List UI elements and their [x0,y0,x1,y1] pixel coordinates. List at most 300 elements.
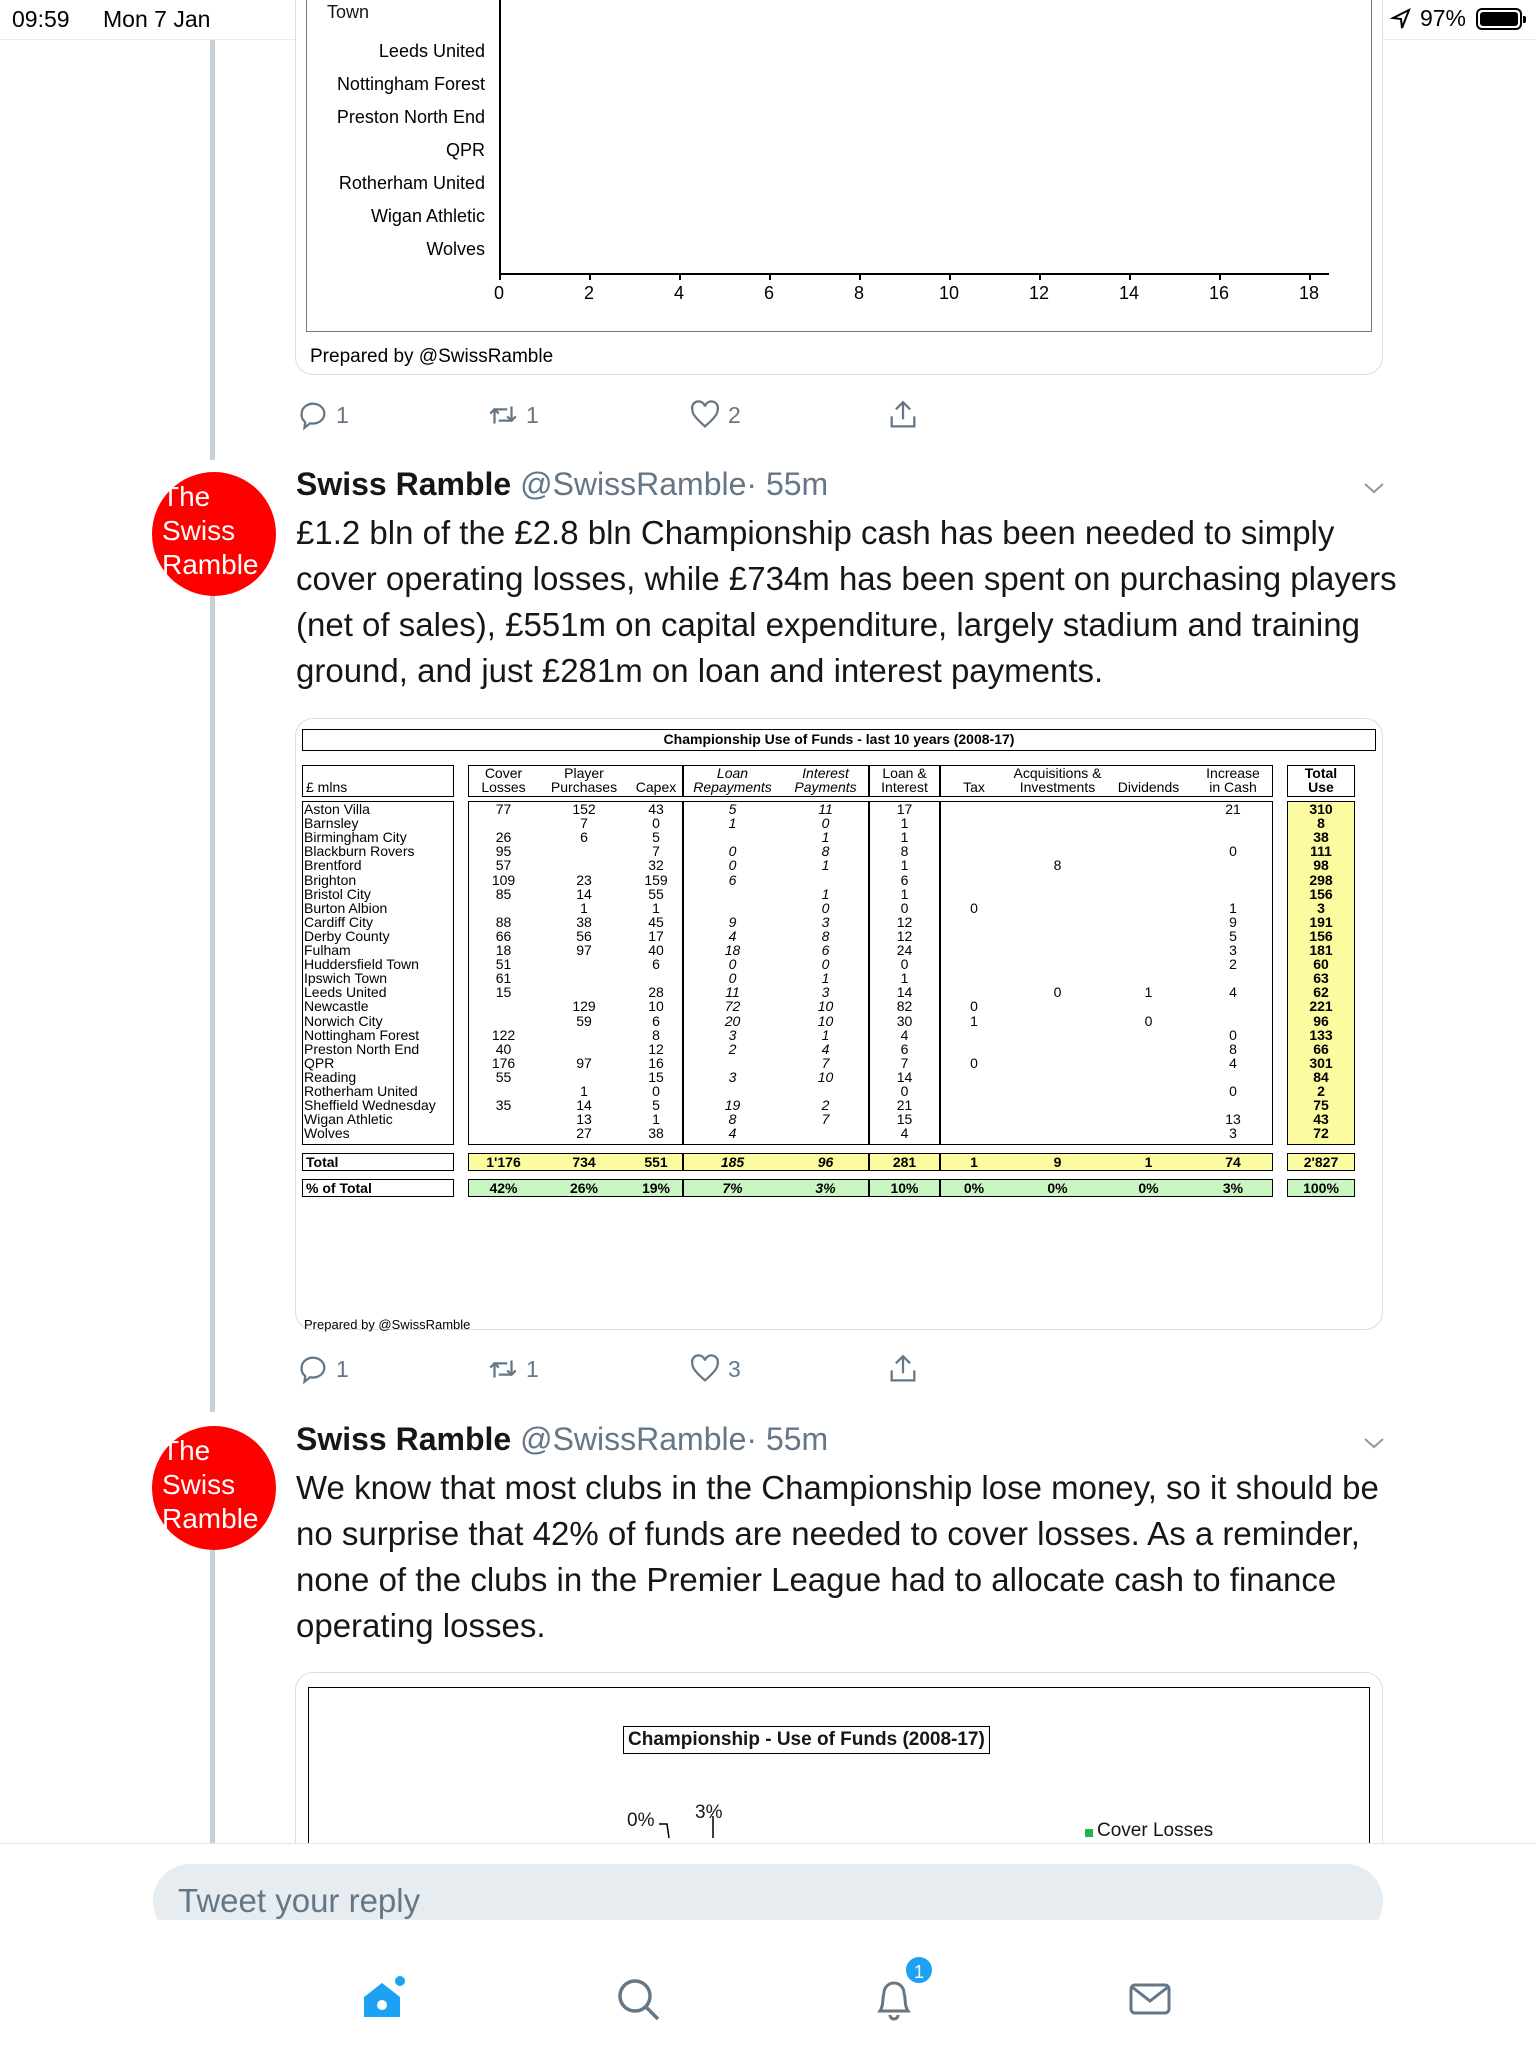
table-cell: 38 [576,913,592,930]
table-cell: 63 [1313,970,1329,987]
chart-tick-mark [859,274,861,280]
table-cell: 0 [1053,984,1062,1001]
table-cell: 0 [1229,1083,1237,1099]
table-header: in Cash [1209,779,1257,795]
table-cell: 0 [970,899,978,916]
retweet-icon [486,1352,520,1386]
table-cell: 1 [900,857,909,874]
pct-cell: 19% [641,1180,671,1196]
table-header: Acquisitions & [1013,765,1102,781]
table-cell: 19 [724,1097,741,1114]
table-cell: 181 [1309,942,1333,958]
table-cell: 85 [495,885,512,902]
total-cell: 9 [1053,1154,1062,1170]
notification-badge: 1 [904,1955,934,1985]
pct-cell: 0% [1138,1180,1159,1196]
chevron-down-icon[interactable] [1362,1431,1386,1455]
club-name: Cardiff City [304,913,373,930]
media-card-pie-chart[interactable] [295,1672,1383,1872]
table-cell: 5 [652,829,660,846]
legend-label: Cover Losses [1097,1820,1214,1841]
table-cell: 1 [821,829,830,846]
reply-button[interactable] [296,398,349,432]
table-cell: 10 [817,1012,834,1029]
table-cell: 14 [896,984,913,1001]
table-header: Interest [881,779,928,795]
table-cell: 0 [1144,1012,1153,1029]
table-cell: 18 [495,942,512,958]
chart-tick-label: 18 [1298,283,1320,303]
table-cell: 133 [1309,1026,1333,1043]
tweet-text: £1.2 bln of the £2.8 bln Championship cash has been needed to simply cover operating losses, while £734m has been spent on purchasing players (net of sales), £551m on capital expenditure, largely stadium and training ground, and just £281m on loan and interest payments. [296,514,1397,689]
avatar-text: The [162,1435,211,1466]
table-cell: 13 [576,1111,592,1128]
table-cell: 27 [576,1125,592,1142]
header-box [1287,765,1355,797]
table-cell: 6 [580,829,588,846]
pct-cell: 42% [489,1180,518,1196]
like-count: 3 [728,1355,741,1382]
club-name: Aston Villa [304,801,370,817]
thread-line [210,40,215,460]
table-header: Player [564,765,604,781]
club-name: Sheffield Wednesday [304,1097,436,1114]
chart-cut-label: Town [327,2,370,22]
chart-tick-label: 0 [493,283,504,303]
table-cell: 15 [495,984,512,1001]
table-header: Total [1304,765,1338,781]
table-header: Investments [1019,779,1096,795]
header-box [940,765,1273,797]
retweet-button[interactable] [486,398,539,432]
table-cell: 0 [728,843,737,860]
avatar-text: The [162,481,211,512]
battery-icon [1476,8,1522,30]
table-cell: 1 [580,1083,588,1099]
avatar-text: Ramble [162,1503,259,1534]
table-cell: 221 [1309,998,1333,1015]
table-cell: 2 [1317,1083,1325,1099]
table-cell: 6 [652,956,660,973]
table-cell: 40 [495,1040,512,1057]
table-cell: 13 [1225,1111,1241,1128]
header-box-club [302,765,454,797]
table-cell: 17 [896,801,913,817]
table-cell: 4 [900,1125,909,1142]
table-cell: 1 [1144,984,1153,1001]
table-cell: 96 [1313,1012,1329,1029]
table-cell: 72 [724,998,741,1015]
heart-icon [688,398,722,432]
table-cell: 8 [652,1026,660,1043]
table-header: Losses [481,779,526,795]
author-handle[interactable]: @SwissRamble [520,466,747,502]
table-cell: 14 [576,885,592,902]
chart-tick-mark [1039,274,1041,280]
table-cell: 5 [728,801,737,817]
chart-tick-mark [499,274,501,280]
table-cell: 3 [821,984,830,1001]
total-cell: 734 [572,1154,596,1170]
table-cell: 0 [652,815,660,832]
tab-bar [0,1920,1536,2048]
table-cell: 72 [1313,1125,1329,1142]
pct-cell: 7% [722,1180,743,1196]
table-cell: 6 [728,871,737,888]
chart-club-label: QPR [445,140,485,160]
chart-club-label: Preston North End [336,107,485,127]
tweet-text: We know that most clubs in the Championship lose money, so it should be no surprise that 42% of funds are needed to cover losses. As a reminder, none of the clubs in the Premier League had to allocate cash to finance operating losses. [296,1469,1379,1644]
table-header: Payments [794,779,857,795]
table-cell: 32 [648,857,664,874]
table-cell: 24 [896,942,913,958]
tab-search[interactable] [614,1975,662,2023]
table-cell: 10 [817,1068,834,1085]
avatar[interactable] [152,472,276,596]
table-cell: 95 [495,843,512,860]
table-cell: 176 [491,1054,516,1071]
share-icon [886,398,920,432]
table-cell: 88 [495,913,512,930]
table-cell: 0 [821,815,830,832]
club-name: Derby County [304,927,390,944]
table-cell: 111 [1310,843,1332,860]
table-cell: 82 [896,998,913,1015]
table-cell: 0 [728,956,737,973]
table-header: Capex [635,779,677,795]
author-name[interactable]: Swiss Ramble [296,466,512,502]
share-icon [886,1352,920,1386]
table-cell: 97 [576,942,592,958]
club-name: Barnsley [304,815,359,832]
table-cell: 11 [818,801,833,817]
table-credit: Prepared by @SwissRamble [304,1317,471,1332]
tweet-actions [296,1352,936,1392]
chart-tick-label: 16 [1208,283,1230,303]
table-cell: 1 [652,899,660,916]
chevron-down-icon[interactable] [1362,476,1386,500]
table-cell: 12 [896,913,913,930]
avatar-text: Swiss [162,1469,236,1500]
club-name: Preston North End [304,1040,420,1057]
chart-tick-label: 6 [763,283,774,303]
table-cell: 62 [1313,984,1329,1001]
table-cell: 191 [1309,913,1333,930]
chart-club-label: Leeds United [378,41,485,61]
table-header: Cover [484,765,523,781]
chart-tick-label: 2 [583,283,594,303]
table-cell: 9 [1229,913,1237,930]
table-cell: 51 [495,956,512,973]
battery-percent: 97% [1419,5,1466,31]
table-cell: 55 [648,885,664,902]
retweet-icon [486,398,520,432]
table-cell: 3 [728,1026,737,1043]
chart-tick-mark [679,274,681,280]
table-cell: 7 [580,815,588,832]
pct-cell: 0% [1047,1180,1068,1196]
table-cell: 3 [1229,1125,1237,1142]
total-cell: 2'827 [1303,1154,1339,1170]
table-cell: 14 [576,1097,592,1114]
table-cell: 0 [970,998,978,1015]
reply-bar [0,1843,1536,1923]
like-count: 2 [728,401,741,428]
pie-label: 0% [627,1810,655,1831]
table-cell: 0 [652,1083,660,1099]
author-name[interactable]: Swiss Ramble [296,1421,512,1457]
retweet-button[interactable] [486,1352,539,1386]
chart-y-axis [499,0,501,274]
tweet-actions [296,398,936,438]
pct-cell: 100% [1303,1180,1339,1196]
tab-home[interactable] [358,1975,406,2023]
table-cell: 1 [1229,899,1237,916]
pie-title: Championship - Use of Funds (2008-17) [623,1726,990,1754]
table-cell: 40 [648,942,664,958]
table-cell: 0 [728,970,737,987]
chart-club-label: Wigan Athletic [370,206,485,226]
header-box [869,765,940,797]
table-cell: 3 [728,1068,737,1085]
table-cell: 1 [652,1111,660,1128]
table-header: Increase [1206,765,1260,781]
table-cell: 6 [821,942,830,958]
reply-count: 1 [336,401,349,428]
reply-button[interactable] [296,1352,349,1386]
table-cell: 97 [576,1054,592,1071]
chart-club-label: Wolves [426,239,485,259]
table-cell: 1 [580,899,588,916]
club-name: Brentford [304,857,362,874]
table-cell: 156 [1309,885,1333,902]
table-cell: 1 [821,1026,830,1043]
chart-tick-label: 12 [1028,283,1050,303]
heart-icon [688,1352,722,1386]
share-button[interactable] [886,398,920,432]
retweet-count: 1 [526,1355,539,1382]
table-cell: 98 [1313,857,1329,874]
mail-icon [1126,1975,1174,2023]
total-cell: 281 [892,1154,917,1170]
total-label: Total [306,1154,339,1170]
table-cell: 1 [728,815,737,832]
table-cell: 21 [1225,801,1241,817]
table-cell: 5 [652,1097,660,1114]
table-cell: 156 [1309,927,1333,944]
chart-tick-mark [1309,274,1311,280]
table-cell: 60 [1313,956,1329,973]
table-header: Loan & [882,765,927,781]
table-cell: 66 [1313,1040,1329,1057]
table-cell: 1 [900,829,909,846]
table-cell: 0 [900,1083,909,1099]
location-arrow-icon [1392,9,1410,29]
club-name: Ipswich Town [304,970,388,987]
header-box [468,765,683,797]
chart-tick-label: 4 [673,283,684,303]
share-button[interactable] [886,1352,920,1386]
table-cell: 1 [900,970,909,987]
table-cell: 61 [495,970,512,987]
table-cell: 3 [1317,899,1325,916]
table-cell: 59 [576,1012,592,1029]
table-cell: 38 [1313,829,1329,846]
table-cell: 1 [900,815,909,832]
pct-cell: 0% [963,1180,985,1196]
table-cell: 7 [821,1054,830,1071]
table-cell: 7 [900,1054,909,1071]
table-cell: 3 [821,913,830,930]
table-cell: 7 [821,1111,830,1128]
table-cell: 2 [821,1097,830,1114]
media-card-bar-chart[interactable] [295,0,1383,375]
club-name: Reading [304,1068,357,1085]
table-cell: 0 [900,956,909,973]
club-name: Blackburn Rovers [304,843,415,860]
reply-icon [296,398,330,432]
like-button[interactable] [688,1352,741,1386]
header-box [683,765,869,797]
table-cell: 84 [1313,1068,1329,1085]
table-cell: 6 [652,1012,660,1029]
club-name: Huddersfield Town [304,956,419,973]
total-cell: 96 [817,1154,834,1170]
total-cell: 1'176 [486,1154,521,1170]
table-header: Interest [802,765,849,781]
table-cell: 12 [648,1040,664,1057]
legend-swatch [1085,1829,1093,1837]
table-cell: 8 [1317,815,1325,832]
total-cell: 185 [720,1154,745,1170]
table-cell: 38 [648,1125,664,1142]
tab-notifications[interactable] [870,1962,924,2023]
retweet-count: 1 [526,401,539,428]
table-header: £ mlns [306,779,348,795]
table-cell: 2 [728,1040,737,1057]
table-cell: 0 [1229,1026,1237,1043]
table-cell: 43 [648,801,664,817]
chart-tick-label: 8 [853,283,864,303]
table-cell: 0 [728,857,737,874]
table-cell: 298 [1309,871,1333,888]
table-cell: 57 [495,857,512,874]
club-name: Newcastle [304,998,369,1015]
club-name: Leeds United [304,984,387,1001]
table-header: Repayments [693,779,772,795]
table-cell: 8 [821,843,830,860]
media-card-table[interactable] [295,718,1383,1330]
table-cell: 77 [495,801,512,817]
table-cell: 7 [652,843,660,860]
table-cell: 43 [1313,1111,1329,1128]
pct-label: % of Total [306,1180,372,1196]
total-cell: 551 [644,1154,668,1170]
author-handle[interactable]: @SwissRamble [520,1421,747,1457]
table-title: Championship Use of Funds - last 10 years (2008-17) [302,729,1376,751]
table-cell: 21 [896,1097,913,1114]
club-name: Rotherham United [304,1083,418,1099]
table-cell: 16 [648,1054,664,1071]
table-cell: 9 [728,913,737,930]
table-cell: 0 [970,1054,978,1071]
table-cell: 3 [1229,942,1237,958]
home-icon [358,1975,406,2023]
table-cell: 1 [970,1012,978,1029]
chart-tick-mark [1129,274,1131,280]
tweet-header [296,466,828,503]
bar-chart-frame [306,0,1372,332]
table-cell: 66 [495,927,512,944]
table-header: Tax [963,779,985,795]
reply-count: 1 [336,1355,349,1382]
avatar-text: Ramble [162,549,259,580]
chart-club-label: Rotherham United [338,173,485,193]
status-date: Mon 7 Jan [103,6,211,32]
table-cell: 8 [1053,857,1062,874]
total-cell: 1 [970,1154,978,1170]
table-cell: 6 [900,1040,909,1057]
chart-credit: Prepared by @SwissRamble [310,346,554,367]
table-cell: 17 [648,927,664,944]
chart-tick-label: 10 [938,283,960,303]
thread-line [210,594,215,1412]
total-cell: 1 [1144,1154,1153,1170]
table-cell: 4 [728,927,737,944]
table-cell: 1 [821,857,830,874]
chart-tick-mark [589,274,591,280]
tab-messages[interactable] [1126,1975,1174,2023]
table-cell: 20 [724,1012,741,1029]
table-header: Use [1308,779,1334,795]
pct-cell: 3% [1222,1180,1244,1196]
reply-icon [296,1352,330,1386]
table-cell: 8 [821,927,830,944]
table-header: Dividends [1117,779,1180,795]
club-name: QPR [304,1054,335,1071]
avatar-text: Swiss [162,515,236,546]
table-row [302,1127,1372,1141]
club-name: Brighton [304,871,357,888]
table-cell: 8 [1229,1040,1237,1057]
chart-tick-mark [769,274,771,280]
table-cell: 12 [896,927,913,944]
table-cell: 1 [821,970,830,987]
table-cell: 75 [1313,1097,1329,1114]
table-cell: 23 [576,871,592,888]
pct-cell: 10% [890,1180,919,1196]
table-cell: 0 [821,956,830,973]
table-cell: 129 [572,998,596,1015]
search-icon [614,1975,662,2023]
pct-cell: 3% [815,1180,836,1196]
table-cell: 8 [900,843,909,860]
pct-cell: 26% [569,1180,599,1196]
table-header: Loan [716,765,749,781]
like-button[interactable] [688,398,741,432]
avatar[interactable] [152,1426,276,1550]
table-cell: 0 [1229,843,1237,860]
club-name: Birmingham City [304,829,407,846]
table-cell: 26 [495,829,512,846]
reply-input[interactable]: Tweet your reply [153,1864,1383,1938]
table-cell: 55 [495,1068,512,1085]
table-cell: 35 [495,1097,512,1114]
table-cell: 14 [896,1068,913,1085]
club-name: Norwich City [304,1012,383,1029]
table-cell: 15 [896,1111,913,1128]
club-name: Wolves [304,1125,350,1142]
